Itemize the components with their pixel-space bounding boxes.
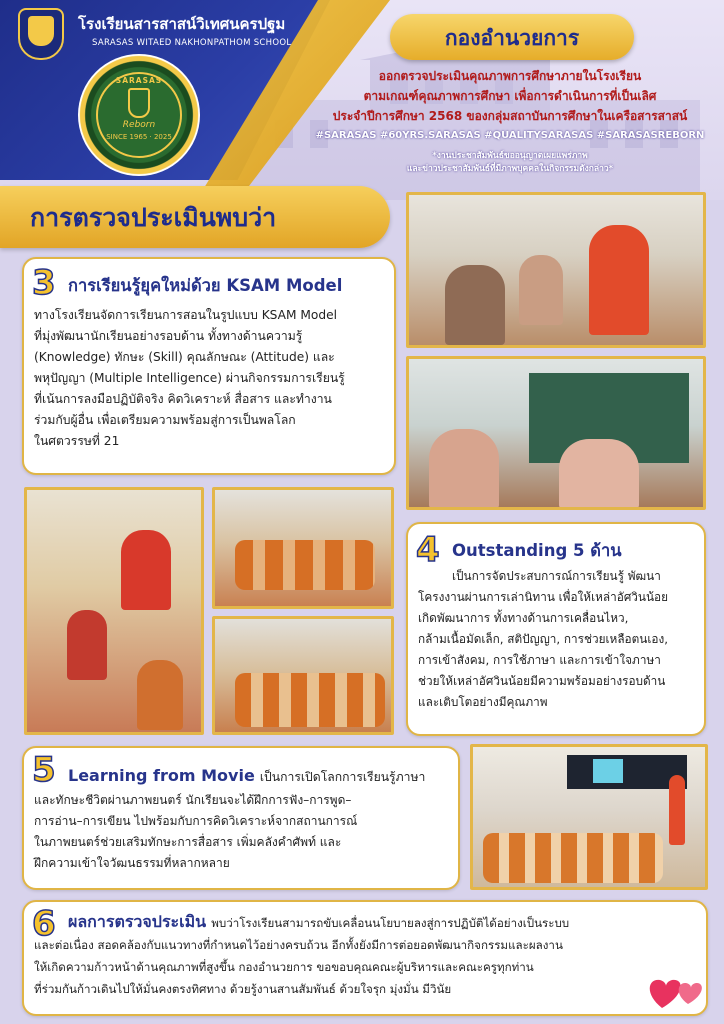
section-4-number: 4 xyxy=(416,530,440,570)
section-6-first-line-rest: พบว่าโรงเรียนสามารถขับเคลื่อนนโยบายลงสู่การปฏิบัติได้อย่างเป็นระบบ xyxy=(211,916,570,930)
note-line-2: และข่าวประชาสัมพันธ์ที่มีภาพบุคคลในกิจกรรมดังกล่าว* xyxy=(406,164,614,174)
title-line-3: ประจำปีการศึกษา 2568 ของกลุ่มสถาบันการศึกษาในเครือสารสาสน์ xyxy=(332,109,688,123)
s5-line: ในภาพยนตร์ช่วยเสริมทักษะการสื่อสาร เพิ่มคลังคำศัพท์ และ xyxy=(34,835,342,849)
department-title: กองอำนวยการ xyxy=(444,26,580,50)
classroom-photo-1 xyxy=(406,192,706,348)
s6-line: ให้เกิดความก้าวหน้าด้านคุณภาพที่สูงขึ้น กองอำนวยการ ขอขอบคุณคณะผู้บริหารและคณะครูทุกท่าน xyxy=(34,960,534,974)
s3-line: พหุปัญญา (Multiple Intelligence) ผ่านกิจกรรมการเรียนรู้ xyxy=(34,371,345,385)
main-title xyxy=(300,66,720,126)
section-4-box xyxy=(406,522,706,736)
title-line-1: ออกตรวจประเมินคุณภาพการศึกษาภายในโรงเรียน xyxy=(378,69,642,83)
note-line-1: *งานประชาสัมพันธ์ขออนุญาตเผยแพร่ภาพ xyxy=(432,151,588,161)
s3-line: ที่มุ่งพัฒนานักเรียนอย่างรอบด้าน ทั้งทางด้านความรู้ xyxy=(34,329,303,343)
section-3-number: 3 xyxy=(32,263,56,303)
hashtags: #SARASAS #60YRS.SARASAS #QUALITYSARASAS #SARASASREBORN xyxy=(315,130,705,141)
school-name-thai: โรงเรียนสารสาสน์วิเทศนครปฐม xyxy=(78,15,286,33)
s5-line: และทักษะชีวิตผ่านภาพยนตร์ นักเรียนจะได้ฝึกการฟัง–การพูด– xyxy=(34,793,352,807)
title-line-2: ตามเกณฑ์คุณภาพการศึกษา เพื่อการดำเนินการที่เป็นเลิศ xyxy=(363,89,657,103)
s4-line: ช่วยให้เหล่าอัศวินน้อยมีความพร้อมอย่างรอบด้าน xyxy=(418,674,666,688)
section-3-title: การเรียนรู้ยุคใหม่ด้วย KSAM Model xyxy=(68,276,343,295)
section-5-first-line xyxy=(68,766,458,788)
seal-year-text: SINCE 1965 · 2025 xyxy=(106,133,172,141)
section-5-first-line-rest: เป็นการเปิดโลกการเรียนรู้ภาษา xyxy=(259,770,426,784)
s3-line: ร่วมกับผู้อื่น เพื่อเตรียมความพร้อมสู่การเป็นพลโลก xyxy=(34,413,296,427)
section-3-body xyxy=(34,305,394,452)
school-crest-inner xyxy=(28,16,54,46)
findings-heading: การตรวจประเมินพบว่า xyxy=(30,203,277,232)
section-4-title: Outstanding 5 ด้าน xyxy=(452,541,622,560)
s3-line: ที่เน้นการลงมือปฏิบัติจริง คิดวิเคราะห์ สื่อสาร และทำงาน xyxy=(34,392,332,406)
seal-middle-text: Reborn xyxy=(122,120,156,130)
s6-line: ที่ร่วมกันก้าวเดินไปให้มั่นคงตรงทิศทาง ด้วยรู้งานสานสัมพันธ์ ด้วยใจรุก มุ่งมั่น มีวินัย xyxy=(34,982,452,996)
s5-line: การอ่าน–การเขียน ไปพร้อมกับการคิดวิเคราะห์จากสถานการณ์ xyxy=(34,814,358,828)
kindergarten-photo-3 xyxy=(212,616,394,735)
section-5-title: Learning from Movie xyxy=(68,766,255,785)
seal-trophy-icon xyxy=(128,88,150,118)
hearts-icon xyxy=(646,972,708,1012)
section-6-box xyxy=(22,900,708,1016)
kindergarten-photo-2 xyxy=(212,487,394,609)
s3-line: (Knowledge) ทักษะ (Skill) คุณลักษณะ (Attitude) และ xyxy=(34,350,335,364)
seal-top-text: SARASAS xyxy=(115,76,163,85)
section-6-first-line xyxy=(68,910,708,935)
section-5-body xyxy=(34,790,458,874)
s4-line: เกิดพัฒนาการ ทั้งทางด้านการเคลื่อนไหว, xyxy=(418,611,629,625)
s4-line: โครงงานผ่านการเล่านิทาน เพื่อให้เหล่าอัศวินน้อย xyxy=(418,590,669,604)
publication-note xyxy=(300,150,720,176)
section-6-number: 6 xyxy=(32,904,56,944)
s6-line: และต่อเนื่อง สอดคล้องกับแนวทางที่กำหนดไว้อย่างครบถ้วน อีกทั้งยังมีการต่อยอดพัฒนากิจกรรมและผลงาน xyxy=(34,938,563,952)
s4-line: และเติบโตอย่างมีคุณภาพ xyxy=(418,695,548,709)
section-5-box xyxy=(22,746,460,890)
section-4-body xyxy=(418,566,704,713)
s3-line: ทางโรงเรียนจัดการเรียนการสอนในรูปแบบ KSAM Model xyxy=(34,308,337,322)
kindergarten-photo-1 xyxy=(24,487,204,735)
s4-line: การเข้าสังคม, การใช้ภาษา และการเข้าใจภาษา xyxy=(418,653,661,667)
s3-line: ในศตวรรษที่ 21 xyxy=(34,434,120,448)
s4-line: เป็นการจัดประสบการณ์การเรียนรู้ พัฒนา xyxy=(452,569,661,583)
section-5-number: 5 xyxy=(32,750,56,790)
classroom-photo-2 xyxy=(406,356,706,510)
section-6-title: ผลการตรวจประเมิน xyxy=(68,912,207,931)
movie-class-photo xyxy=(470,744,708,890)
s5-line: ฝึกความเข้าใจวัฒนธรรมที่หลากหลาย xyxy=(34,856,230,870)
section-6-body xyxy=(34,934,654,1000)
section-3-box xyxy=(22,257,396,475)
s4-line: กล้ามเนื้อมัดเล็ก, สติปัญญา, การช่วยเหลือตนเอง, xyxy=(418,632,668,646)
school-name-english: SARASAS WITAED NAKHONPATHOM SCHOOL xyxy=(92,38,292,48)
